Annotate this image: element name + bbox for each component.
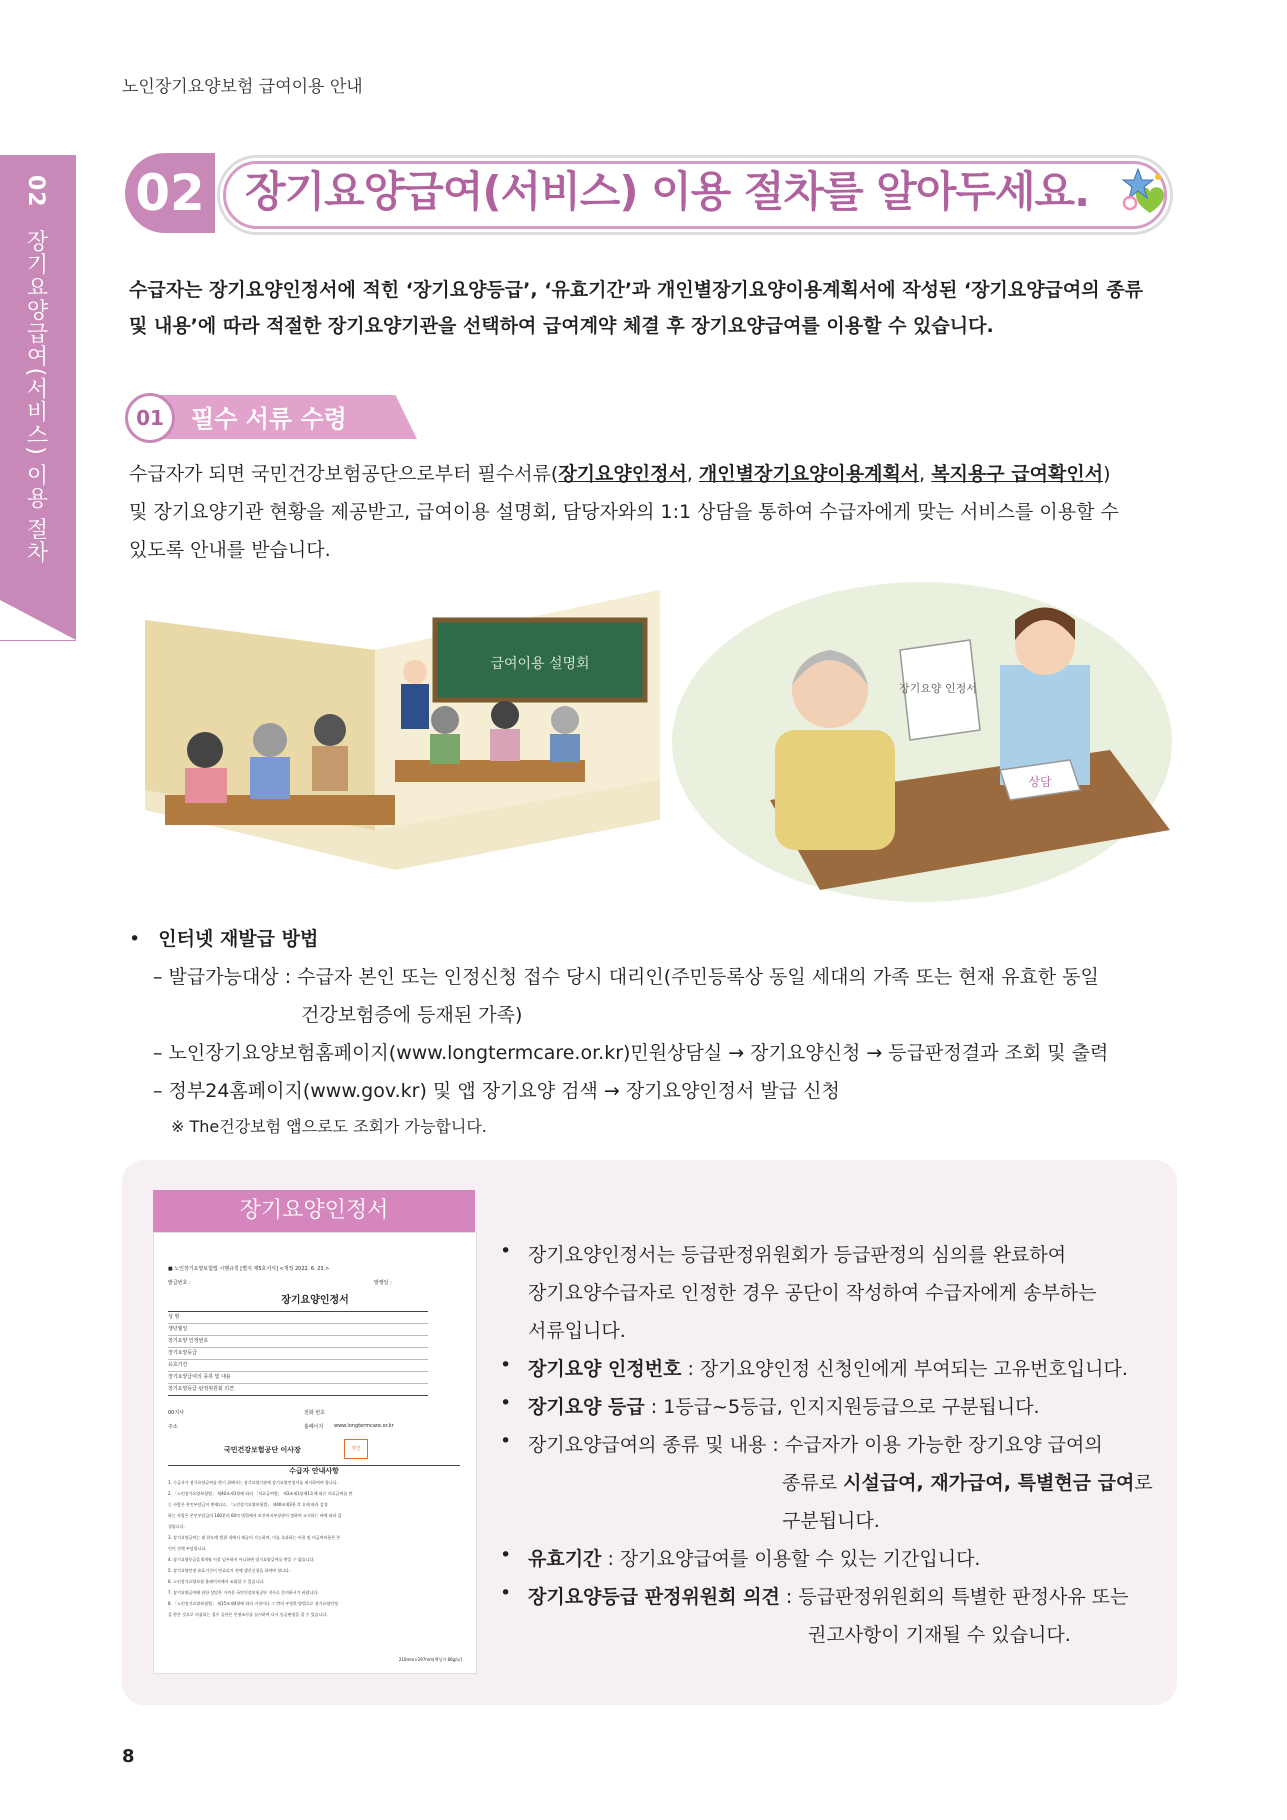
certificate-label: 장기요양인정서 [153,1190,475,1232]
reissue-title: 인터넷 재발급 방법 [158,928,319,950]
side-tab-number: 02 [23,175,48,208]
guide-line: 경됩니다. [168,1524,185,1529]
explain-item-type: 장기요양급여의 종류 및 내용 : 수급자가 이용 가능한 장기요양 급여의 [528,1434,1103,1456]
doc-name-1: 장기요양인정서 [558,463,687,485]
subsection-number: 01 [125,393,175,443]
doc-name-2: 개인별장기요양이용계획서 [698,463,920,485]
definition: : 등급판정위원회의 특별한 판정사유 또는 [779,1586,1129,1608]
form-field: 생년월일 [168,1324,428,1336]
form-footer: 210mm×297mm[백상지 80g/㎡] [398,1657,462,1662]
form-table [168,1311,428,1396]
guide-line: 6. 노인장기요양보험 홈페이지에서 조회할 수 있습니다. [168,1579,265,1584]
form-field: 유효기간 [168,1360,428,1372]
form-field: 장기요양급여의 종류 및 내용 [168,1372,428,1384]
form-field: 장기요양 인정번호 [168,1336,428,1348]
separator: , [686,463,699,485]
explain-bullet: • [500,1392,512,1414]
form-field: 장기요양등급 판정위원회 의견 [168,1384,428,1396]
form-field: 성 명 [168,1312,428,1324]
explain-item-opinion [528,1582,1128,1609]
guide-line: 7. 장기요양급여에 관한 상담은 가까운 국민건강보험공단 지사로 문의하시기 바랍니다. [168,1590,319,1595]
form-phone: 전화 번호 [304,1410,325,1416]
doc-name-3: 복지용구 급여확인서 [931,463,1104,485]
form-homepage: 홈페이지 [304,1424,324,1430]
definition: : 장기요양인정 신청인에게 부여되는 고유번호입니다. [681,1358,1128,1380]
intro-line-2: 및 내용’에 따라 적절한 장기요양기관을 선택하여 급여계약 체결 후 장기요양급여를 이용할 수 있습니다. [129,315,994,337]
certificate-thumbnail [153,1232,477,1674]
side-tab-fold [0,600,76,640]
explain-bullet: • [500,1582,512,1604]
blackboard-text: 급여이용 설명회 [490,656,590,672]
body-line-3: 있도록 안내를 받습니다. [129,539,331,561]
explain-bullet: • [500,1240,512,1262]
explain-intro-1: 장기요양인정서는 등급판정위원회가 등급판정의 심의를 완료하여 [528,1244,1067,1266]
bullet: • [129,928,141,950]
briefing-session-illustration [145,580,660,900]
star-heart-icon [1120,167,1168,215]
paper-text: 장기요양 인정서 [899,682,977,695]
desk-sign-text: 상담 [1028,775,1052,789]
guide-title: 수급자 안내사항 [168,1465,460,1476]
form-issuer: 국민건강보험공단 이사장 [224,1446,301,1454]
reissue-item-1: – 발급가능대상 : 수급자 본인 또는 인정신청 접수 당시 대리인(주민등록상 동일 세대의 가족 또는 현재 유효한 동일 [153,966,1099,988]
term: 장기요양 등급 [528,1396,645,1418]
official-seal: 직인 [344,1439,368,1459]
body-line-2: 및 장기요양기관 현황을 제공받고, 급여이용 설명회, 담당자와의 1:1 상담을 통하여 수급자에게 맞는 서비스를 이용할 수 [129,501,1119,523]
side-tab-label [20,175,51,564]
form-title: 장기요양인정서 [281,1295,349,1306]
explain-item-type-cont [782,1468,1153,1495]
body-line-1 [129,455,1179,493]
reissue-item-2: – 노인장기요양보험홈페이지(www.longtermcare.or.kr)민원상담실 → 장기요양신청 → 등급판정결과 조회 및 출력 [153,1042,1109,1064]
body-paragraph [129,455,1179,569]
definition: 종류로 [782,1472,844,1494]
guide-line: 을 받은 것으로 의심되는 경우 공단은 인정조사를 실시하여 다시 등급판정을 할 수 있습니다. [168,1612,328,1617]
guide-line: 인이 전액 부담합니다. [168,1546,207,1551]
intro-paragraph [129,272,1179,344]
reissue-title-row [129,924,318,951]
explain-item-validity [528,1544,980,1571]
explain-bullet: • [500,1430,512,1452]
form-branch: 00지사 [168,1410,185,1416]
subsection-heading [125,393,430,441]
guide-lines [168,1477,460,1620]
guide-line: 1. 수급자가 장기요양급여를 받기 위해서는 장기요양기관에 장기요양인정서를 제시하여야 합니다. [168,1480,338,1485]
form-date: 발행일 : [374,1280,392,1286]
term: 장기요양등급 판정위원회 의견 [528,1586,780,1608]
reissue-item-3: – 정부24홈페이지(www.gov.kr) 및 앱 장기요양 검색 → 장기요양인정서 발급 신청 [153,1080,840,1102]
subsection-title: 필수 서류 수령 [191,405,347,433]
guide-line: 5. 장기요양인정 유효기간이 만료되기 전에 갱신신청을 하여야 합니다. [168,1568,291,1573]
explain-intro-3: 서류입니다. [528,1320,626,1342]
intro-line-1: 수급자는 장기요양인정서에 적힌 ‘장기요양등급’, ‘유효기간’과 개인별장기요양이용계획서에 작성된 ‘장기요양급여의 종류 [129,279,1143,301]
explain-item-opinion-cont: 권고사항이 기재될 수 있습니다. [808,1624,1071,1646]
separator: , [919,463,932,485]
guide-line: 는 사람은 본인부담금이 면제되고, 「노인장기요양보험법」 제40조제3항 각 호에 따라 감경 [168,1502,328,1507]
form-header: ■ 노인장기요양보험법 시행규칙 [별지 제5호서식] <개정 2022. 6. 23.> [168,1266,330,1272]
form-field: 장기요양등급 [168,1348,428,1360]
term: 유효기간 [528,1548,602,1570]
benefit-types: 시설급여, 재가급여, 특별현금 급여 [843,1472,1135,1494]
consultation-illustration [670,580,1175,905]
page-number: 8 [122,1746,135,1767]
explain-intro-2: 장기요양수급자로 인정한 경우 공단이 작성하여 수급자에게 송부하는 [528,1282,1097,1304]
explain-item-number [528,1354,1128,1381]
term: 장기요양 인정번호 [528,1358,682,1380]
explain-item-type-cont-2: 구분됩니다. [782,1510,880,1532]
explain-bullet: • [500,1544,512,1566]
form-number: 발급번호 : [168,1280,191,1286]
definition: : 장기요양급여를 이용할 수 있는 기간입니다. [601,1548,981,1570]
side-tab-text: 장기요양급여(서비스) 이용 절차 [23,229,48,564]
guide-line: 3. 장기요양급여는 월 한도액 범위 내에서 제공이 가능하며, 이를 초과하는 비용 및 비급여비용은 본 [168,1535,341,1540]
definition: 로 [1134,1472,1153,1494]
form-address: 주소 [168,1424,178,1430]
explain-bullet: • [500,1354,512,1376]
section-title-text: 장기요양급여(서비스) 이용 절차를 알아두세요. [245,167,1090,216]
reissue-item-1-cont: 건강보험증에 등재된 가족) [301,1004,523,1026]
body-text: ) [1103,463,1111,485]
explain-item-grade [528,1392,1040,1419]
running-header: 노인장기요양보험 급여이용 안내 [122,77,363,97]
section-title [125,153,1177,233]
reissue-note: ※ The건강보험 앱으로도 조회가 가능합니다. [171,1117,487,1136]
section-number: 02 [125,153,215,233]
form-homepage-url: www.longtermcare.or.kr [334,1423,394,1429]
guide-line: 2. 「노인장기요양보험법」 제40조제1항에 따라 「의료급여법」 제3조제1항제1호에 따른 의료급여를 받 [168,1491,353,1496]
client-body [775,730,895,850]
body-text: 수급자가 되면 국민건강보험공단으로부터 필수서류( [129,463,559,485]
guide-line: 4. 장기요양등급을 6개월 이상 넘부하지 아니하면 장기요양급여를 받을 수 없습니다. [168,1557,315,1562]
guide-line: 하는 사람은 본인부담금의 100분의 60의 범위에서 보건복지부장관이 정하여 고시하는 바에 따라 감 [168,1513,342,1518]
definition: : 1등급~5등급, 인지지원등급으로 구분됩니다. [644,1396,1040,1418]
guide-line: 8. 「노인장기요양보험법」 제15조제4항에 따라 거짓이나 그 밖의 부정한 방법으로 장기요양인정 [168,1601,338,1606]
